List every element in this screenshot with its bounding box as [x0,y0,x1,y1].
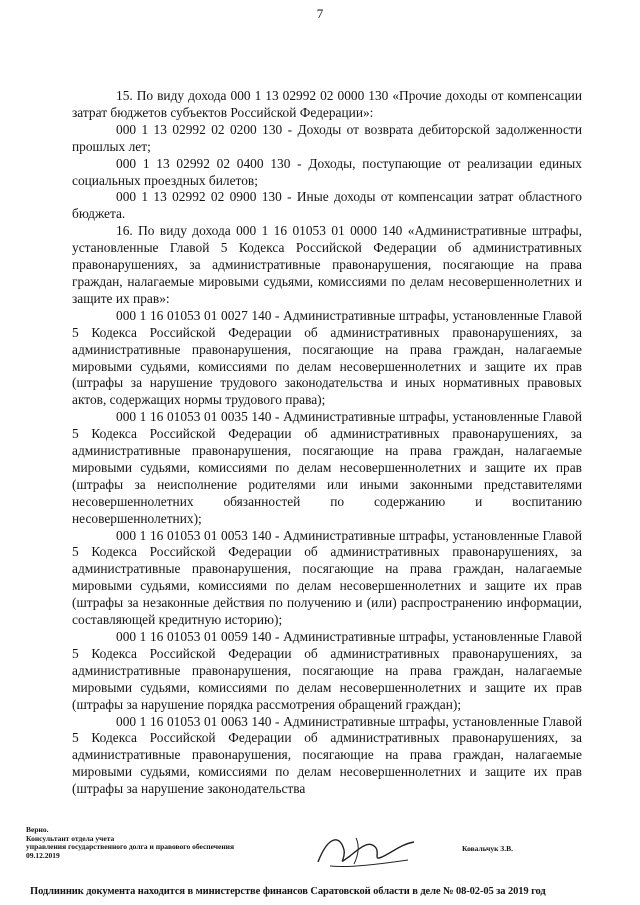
paragraph-code-0035: 000 1 16 01053 01 0035 140 - Административные штрафы, установленные Главой 5 Кодекса Российской Федерации об административных правонарушениях, за административные правонарушения, посягающие на права граждан, налагаемые мировыми судьями, комиссиями по делам несовершеннолетних и защите их прав (штрафы за неисполнение родителями или иными законными представителями несовершеннолетних обязанностей по содержанию и воспитанию несовершеннолетних); [72,409,582,526]
certification-block [26,826,276,860]
paragraph-16: 16. По виду дохода 000 1 16 01053 01 0000 140 «Административные штрафы, установленные Главой 5 Кодекса Российской Федерации об административных правонарушениях, за административные правонарушения, посягающие на права граждан, налагаемые мировыми судьями, комиссиями по делам несовершеннолетних и защите их прав»: [72,223,582,306]
paragraph-code-0053: 000 1 16 01053 01 0053 140 - Административные штрафы, установленные Главой 5 Кодекса Российской Федерации об административных правонарушениях, за административные правонарушения, посягающие на права граждан, налагаемые мировыми судьями, комиссиями по делам несовершеннолетних и защите их прав (штрафы за незаконные действия по получению и (или) распространению информации, составляющей кредитную историю); [72,527,582,628]
position-line-2: управления государственного долга и правового обеспечения [26,842,235,852]
signer-name: Ковальчук З.В. [462,844,513,853]
page-number: 7 [316,6,324,21]
paragraph-code-0063: 000 1 16 01053 01 0063 140 - Административные штрафы, установленные Главой 5 Кодекса Российской Федерации об административных правонарушениях, за административные правонарушения, посягающие на права граждан, налагаемые мировыми судьями, комиссиями по делам несовершеннолетних и защите их прав (штрафы за нарушение законодательства [72,713,582,797]
paragraph-code-0400: 000 1 13 02992 02 0400 130 - Доходы, поступающие от реализации единых социальных проездных билетов; [72,155,582,188]
document-body [72,88,582,798]
certification-date: 09.12.2019 [26,850,60,860]
paragraph-15: 15. По виду дохода 000 1 13 02992 02 0000 130 «Прочие доходы от компенсации затрат бюджетов субъектов Российской Федерации»: [72,88,582,120]
paragraph-code-0200: 000 1 13 02992 02 0200 130 - Доходы от возврата дебиторской задолженности прошлых лет; [72,121,582,154]
paragraph-code-0900: 000 1 13 02992 02 0900 130 - Иные доходы от компенсации затрат областного бюджета. [72,189,582,222]
original-location-note: Подлинник документа находится в министерстве финансов Саратовской области в деле № 08-02-05 за 2019 год [30,886,546,897]
position-line-1: Консультант отдела учета [26,833,115,843]
paragraph-code-0059: 000 1 16 01053 01 0059 140 - Административные штрафы, установленные Главой 5 Кодекса Российской Федерации об административных правонарушениях, за административные правонарушения, посягающие на права граждан, налагаемые мировыми судьями, комиссиями по делам несовершеннолетних и защите их прав (штрафы за нарушение порядка рассмотрения обращений граждан); [72,629,582,712]
verno-label: Верно. [26,825,49,834]
handwritten-signature [310,826,420,874]
paragraph-code-0027: 000 1 16 01053 01 0027 140 - Административные штрафы, установленные Главой 5 Кодекса Российской Федерации об административных правонарушениях, за административные правонарушения, посягающие на права граждан, налагаемые мировыми судьями, комиссиями по делам несовершеннолетних и защите их прав (штрафы за нарушение трудового законодательства и иных нормативных правовых актов, содержащих нормы трудового права); [72,307,582,408]
